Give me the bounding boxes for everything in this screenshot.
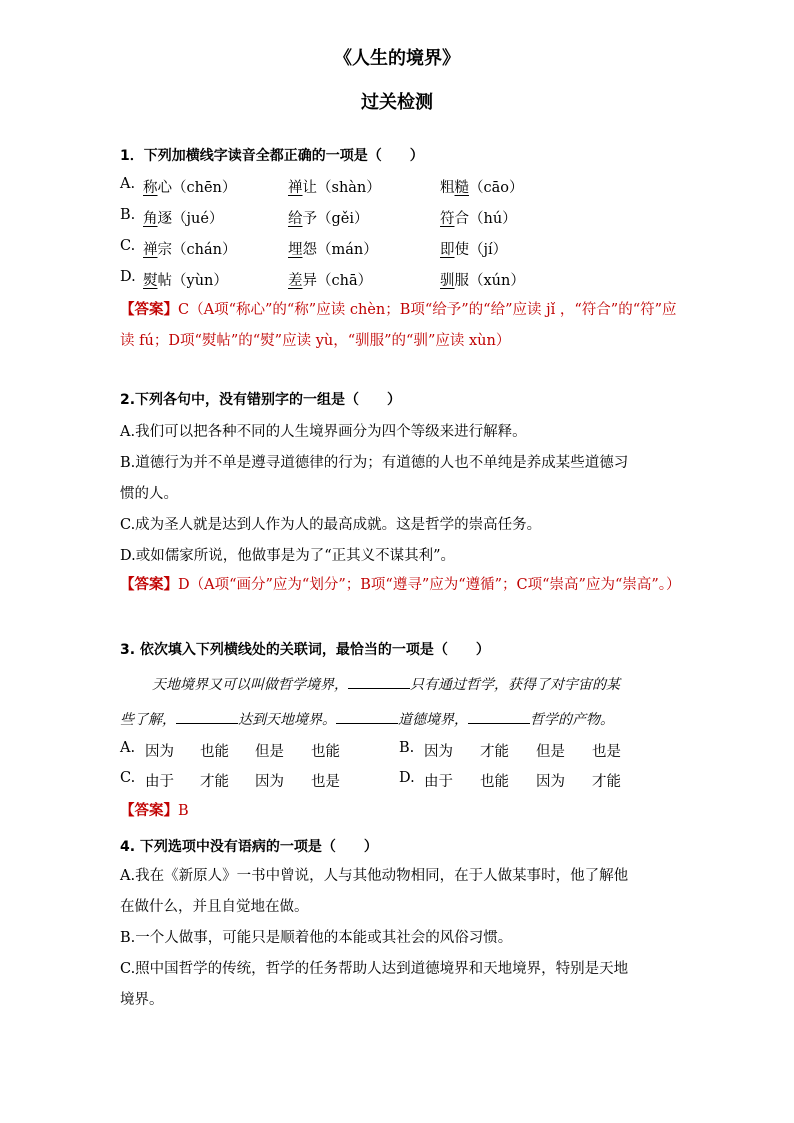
question-3-stem: 3. 依次填入下列横线处的关联词，最恰当的一项是（ ） (120, 642, 490, 658)
q3-option-c-word: 因为 (255, 774, 284, 790)
q3-option-a-word: 也能 (311, 744, 340, 760)
underlined-char: 禅 (288, 180, 303, 196)
q3-option-c-word: 也是 (311, 774, 340, 790)
answer-text: B (178, 803, 189, 819)
pinyin: 宗（chán） (157, 242, 237, 258)
q1-option-d-item-2 (288, 269, 372, 290)
q1-option-c-item-2 (288, 238, 378, 259)
fill-blank (348, 674, 410, 689)
q3-option-d-letter: D. (399, 770, 415, 786)
pinyin: 帖（yùn） (157, 273, 228, 289)
pinyin: 逐（jué） (157, 211, 224, 227)
q1-option-c-letter: C. (120, 238, 136, 254)
underlined-char: 糙 (454, 180, 469, 196)
q3-option-b-letter: B. (399, 740, 415, 756)
pinyin: 异（chā） (302, 273, 373, 289)
underlined-char: 埋 (288, 242, 303, 258)
q3-option-a-word: 也能 (200, 744, 229, 760)
q2-option-c: C.成为圣人就是达到人作为人的最高成就。这是哲学的崇高任务。 (120, 517, 542, 533)
q3-option-c-word: 才能 (200, 774, 229, 790)
underlined-char: 角 (143, 211, 158, 227)
q4-option-c-line-1: C.照中国哲学的传统，哲学的任务帮助人达到道德境界和天地境界，特别是天地 (120, 961, 629, 977)
q3-option-d-word: 因为 (536, 774, 565, 790)
underlined-char: 给 (288, 211, 303, 227)
q1-option-c-item-3 (440, 238, 507, 259)
q4-option-c-line-2: 境界。 (120, 992, 164, 1008)
underlined-char: 称 (143, 180, 158, 196)
passage-text: 只有通过哲学，获得了对宇宙的某 (410, 677, 620, 693)
q3-option-b-word: 也是 (592, 744, 621, 760)
q2-option-b-line-1: B.道德行为并不单是遵寻道德律的行为；有道德的人也不单纯是养成某些道德习 (120, 455, 629, 471)
answer-tag: 【答案】 (120, 576, 178, 593)
q3-option-d-word: 才能 (592, 774, 621, 790)
q3-answer (120, 795, 685, 827)
pinyin: 心（chēn） (157, 180, 237, 196)
q3-option-a-word: 但是 (255, 744, 284, 760)
answer-text: C（A项“称心”的“称”应读 chèn；B项“给予”的“给”应读 jǐ ，“符合”的“符”应读 fú；D项“熨帖”的“熨”应读 yù，“驯服”的“驯”应读 xùn） (120, 302, 677, 349)
underlined-char: 禅 (143, 242, 158, 258)
q1-option-d-item-1 (143, 269, 228, 290)
pinyin: （cāo） (469, 180, 524, 196)
q3-option-b-word: 但是 (536, 744, 565, 760)
q1-option-d-item-3 (440, 269, 525, 290)
underlined-char: 即 (440, 242, 455, 258)
q3-option-d-word: 也能 (480, 774, 509, 790)
fill-blank (336, 709, 398, 724)
q1-option-a-item-1 (143, 176, 236, 197)
q4-option-a-line-1: A.我在《新原人》一书中曾说，人与其他动物相同，在于人做某事时，他了解他 (120, 868, 629, 884)
passage-text: 天地境界又可以叫做哲学境界， (152, 677, 348, 693)
q3-option-a-word: 因为 (145, 744, 174, 760)
q1-option-c-item-1 (143, 238, 236, 259)
question-1-stem: 1．下列加横线字读音全都正确的一项是（ ） (120, 148, 424, 164)
underlined-char: 符 (440, 211, 455, 227)
q1-option-b-item-2 (288, 207, 369, 228)
pinyin: 合（hú） (454, 211, 517, 227)
underlined-char: 熨 (143, 273, 158, 289)
q1-option-b-item-1 (143, 207, 223, 228)
passage-text: 些了解， (120, 712, 176, 728)
fill-blank (468, 709, 530, 724)
q2-option-b-line-2: 惯的人。 (120, 486, 178, 502)
document-subtitle: 过关检测 (361, 92, 433, 113)
q3-passage-line-2 (120, 709, 680, 729)
q4-option-b: B.一个人做事，可能只是顺着他的本能或其社会的风俗习惯。 (120, 930, 513, 946)
q3-option-c-word: 由于 (145, 774, 174, 790)
question-4-stem: 4. 下列选项中没有语病的一项是（ ） (120, 839, 378, 855)
q1-option-a-item-2 (288, 176, 381, 197)
passage-text: 哲学的产物。 (530, 712, 614, 728)
passage-text: 道德境界， (398, 712, 468, 728)
q2-option-d: D.或如儒家所说，他做事是为了“正其义不谋其利”。 (120, 548, 456, 564)
q1-option-b-letter: B. (120, 207, 136, 223)
q3-option-d-word: 由于 (424, 774, 453, 790)
pinyin: 怨（mán） (302, 242, 378, 258)
q2-option-a: A.我们可以把各种不同的人生境界画分为四个等级来进行解释。 (120, 424, 527, 440)
underlined-char: 驯 (440, 273, 455, 289)
q1-option-d-letter: D. (120, 269, 136, 285)
answer-text: D（A项“画分”应为“划分”；B项“遵寻”应为“遵循”；C项“崇高”应为“崇高”。） (178, 577, 681, 593)
q3-passage-line-1 (152, 674, 682, 694)
pinyin: 予（gěi） (302, 211, 369, 227)
q1-option-a-letter: A. (120, 176, 136, 192)
answer-tag: 【答案】 (120, 301, 178, 318)
question-2-stem: 2.下列各句中，没有错别字的一组是（ ） (120, 392, 402, 408)
q3-option-c-letter: C. (120, 770, 136, 786)
pinyin: 服（xún） (454, 273, 525, 289)
q3-option-a-letter: A. (120, 740, 136, 756)
document-title: 《人生的境界》 (334, 48, 460, 69)
q3-option-b-word: 因为 (424, 744, 453, 760)
q2-answer (120, 569, 685, 601)
underlined-char: 差 (288, 273, 303, 289)
q1-answer (120, 294, 685, 357)
q3-option-b-word: 才能 (480, 744, 509, 760)
passage-text: 达到天地境界。 (238, 712, 336, 728)
answer-tag: 【答案】 (120, 802, 178, 819)
q1-option-b-item-3 (440, 207, 517, 228)
pinyin: 让（shàn） (302, 180, 381, 196)
fill-blank (176, 709, 238, 724)
q4-option-a-line-2: 在做什么，并且自觉地在做。 (120, 899, 309, 915)
plain-char: 粗 (440, 180, 455, 196)
pinyin: 使（jí） (454, 242, 508, 258)
q1-option-a-item-3 (440, 176, 524, 197)
